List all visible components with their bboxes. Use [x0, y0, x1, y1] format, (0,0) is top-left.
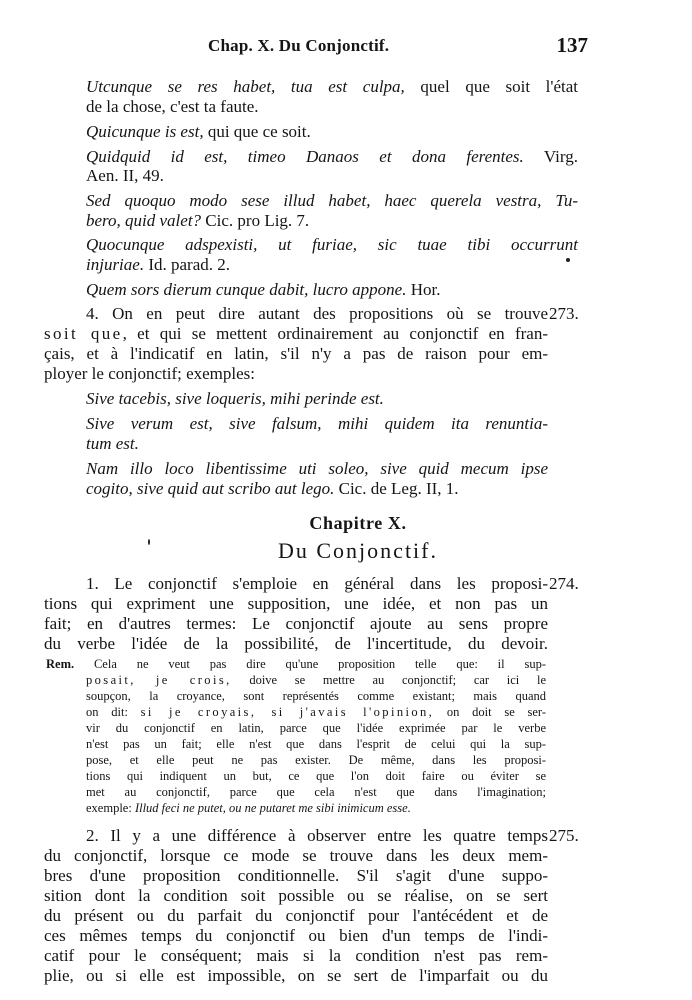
paragraph-line: sition dont la condition soit possible ou se réalise, on se sert [44, 886, 548, 905]
paragraph-line: bres d'une proposition conditionnelle. S'il s'agit d'une suppo- [44, 866, 548, 885]
spaced-term: si je croyais, si j'avais l'opinion, [140, 705, 435, 719]
chapter-label: Chapitre X. [309, 513, 407, 533]
latin-example: Utcunque se res habet, tua est culpa, [86, 77, 405, 96]
remark-line: on dit: si je croyais, si j'avais l'opinion, on doit se ser- [86, 705, 546, 719]
chapter-title: Du Conjonctif. [278, 538, 438, 563]
latin-example: Sed quoquo modo sese illud habet, haec querela vestra, Tu- [86, 191, 578, 210]
paragraph-line: çais, et à l'indicatif en latin, s'il n'y a pas de raison pour em- [44, 344, 548, 363]
margin-number: 275. [549, 826, 579, 845]
remark-line: posait, je crois, doive se mettre au conjonctif; car ici le [86, 673, 546, 687]
text-line: de la chose, c'est ta faute. [86, 97, 259, 116]
ink-spot [566, 258, 570, 262]
latin-example: Illud feci ne putet, ou ne putaret me sibi inimicum esse. [134, 801, 411, 815]
latin-example: injuriae. [86, 255, 145, 274]
citation: Aen. II, 49. [86, 166, 164, 185]
running-head: Chap. X. Du Conjonctif. [208, 36, 390, 55]
remark-line: n'est pas un fait; elle n'est que dans l'esprit de celui qui la sup- [86, 737, 546, 751]
paragraph-line: du présent ou du parfait du conjonctif pour l'antécédent et de [44, 906, 548, 925]
text-line [86, 76, 578, 98]
latin-example: Sive verum est, sive falsum, mihi quidem ita renuntia- [86, 414, 548, 433]
latin-example: Sive tacebis, sive loqueris, mihi perinde est. [86, 389, 384, 408]
spaced-term: soit que [44, 324, 123, 343]
text-line [86, 121, 311, 143]
remark-line: Rem. Cela ne veut pas dire qu'une proposition telle que: il sup- [46, 657, 546, 671]
page-header [208, 33, 588, 60]
french-gloss: quel que soit l'état [404, 77, 578, 96]
french-gloss: qui que ce soit. [203, 122, 311, 141]
paragraph-line: du verbe l'idée de la possibilité, de l'incertitude, du devoir. [44, 634, 548, 653]
remark-line: tions qui indiquent un but, ce que l'on doit faire ou éviter se [86, 769, 546, 783]
latin-example: Quicunque is est, [86, 122, 204, 141]
citation: Virg. [523, 147, 578, 166]
latin-example: cogito, sive quid aut scribo aut lego. [86, 479, 335, 498]
page-number: 137 [556, 33, 588, 57]
remark-line: met au conjonctif, parce que cela n'est que dans l'imagination; [86, 785, 546, 799]
paragraph-line: soit que, et qui se mettent ordinairement au conjonctif en fran- [44, 324, 549, 343]
paragraph-line: ces mêmes temps du conjonctif ou bien d'un temps de l'indi- [44, 926, 548, 945]
text-line [86, 210, 309, 232]
citation: Id. parad. 2. [144, 255, 231, 274]
paragraph-line: ployer le conjonctif; exemples: [44, 364, 256, 383]
paragraph-line: 1. Le conjonctif s'emploie en général dans les proposi- [86, 574, 548, 593]
text-line [86, 254, 230, 276]
remark-line: exemple: Illud feci ne putet, ou ne putaret me sibi inimicum esse. [86, 801, 411, 815]
latin-example: Quocunque adspexisti, ut furiae, sic tuae tibi occurrunt [86, 235, 578, 254]
paragraph-line: 4. On en peut dire autant des propositions où se trouve [86, 304, 548, 323]
margin-number: 274. [549, 574, 579, 593]
spaced-term: posait, je crois, [86, 673, 232, 687]
latin-example: Quidquid id est, timeo Danaos et dona ferentes. [86, 147, 524, 166]
paragraph-line: catif pour le conséquent; mais si la condition n'est pas rem- [44, 946, 548, 965]
paragraph-line: 2. Il y a une différence à observer entre les quatre temps [86, 826, 548, 845]
ink-spot [148, 539, 150, 545]
latin-example: Quem sors dierum cunque dabit, lucro appone. [86, 280, 407, 299]
paragraph-line: fait; en d'autres termes: Le conjonctif ajoute au sens propre [44, 614, 548, 633]
margin-number: 273. [549, 304, 579, 323]
text-line [86, 478, 459, 500]
citation: Hor. [406, 280, 441, 299]
latin-example: tum est. [86, 434, 139, 453]
citation: Cic. de Leg. II, 1. [334, 479, 459, 498]
remark-line: soupçon, la croyance, sont représentés comme existant; mais quand [86, 689, 546, 703]
remark-line: pose, et elle peut ne pas exister. De même, dans les proposi- [86, 753, 546, 767]
latin-example: Nam illo loco libentissime uti soleo, sive quid mecum ipse [86, 459, 548, 478]
paragraph-line: du conjonctif, lorsque ce mode se trouve dans les deux mem- [44, 846, 548, 865]
text-line [86, 279, 440, 301]
remark-line: vir du conjonctif en latin, parce que l'idée exprimée par le verbe [86, 721, 546, 735]
paragraph-line: plie, ou si elle est impossible, on se sert de l'imparfait ou du [44, 966, 548, 985]
latin-example: bero, quid valet? [86, 211, 202, 230]
citation: Cic. pro Lig. 7. [201, 211, 310, 230]
remark-label: Rem. [46, 657, 75, 671]
paragraph-line: tions qui expriment une supposition, une idée, et non pas un [44, 594, 548, 613]
